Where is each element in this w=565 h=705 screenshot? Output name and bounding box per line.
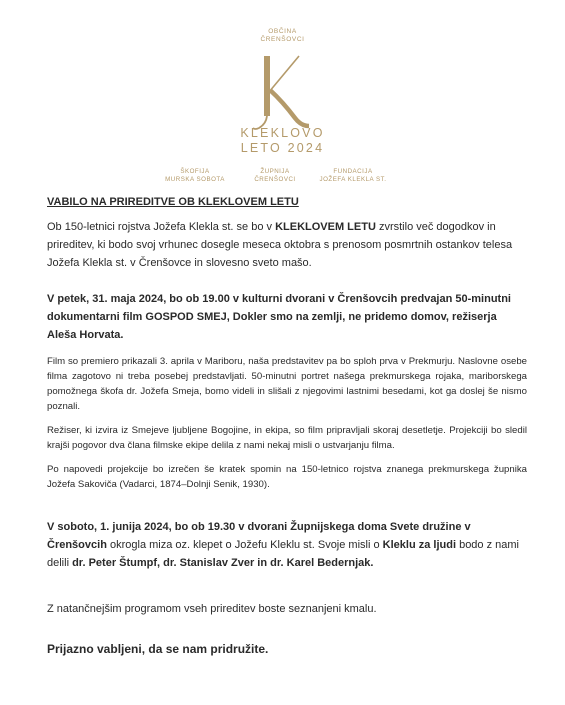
partner-foundation xyxy=(313,168,393,184)
closing-line: Prijazno vabljeni, da se nam pridružite. xyxy=(47,642,269,656)
municipality-line1: OBČINA xyxy=(268,28,297,35)
partner-line1: FUNDACIJA xyxy=(333,168,373,175)
intro-emphasis: KLEKLOVEM LETU xyxy=(275,221,376,233)
event-name-line2: LETO 2024 xyxy=(240,141,325,155)
event2-text: okrogla miza oz. klepet o Jožefu Kleklu st. Svoje misli o xyxy=(106,539,383,551)
event2-announcement xyxy=(47,518,527,572)
partner-line2: ČRENŠOVCI xyxy=(254,176,296,183)
event1-announcement: V petek, 31. maja 2024, bo ob 19.00 v kulturni dvorani v Črenšovcih predvajan 50-minutni dokumentarni film GOSPOD SMEJ, Dokler smo na zemlji, ne pridemo domov, režiserja Aleša Horvata. xyxy=(47,293,511,341)
municipality-line2: ČRENŠOVCI xyxy=(260,36,305,43)
program-note: Z natančnejšim programom vseh prireditev boste seznanjeni kmalu. xyxy=(47,603,377,615)
event1-description: Film so premiero prikazali 3. aprila v Mariboru, naša predstavitev pa bo sploh prva v Prekmurju. Naslovne osebe filma zagotovo ni treba posebej predstavljati. 50-minutni portret našega prekmurskega rojaka, mariborskega pomožnega škofa dr. Jožefa Smeja, bomo videli in slišali z njegovimi lastnimi besedami, kot ga doslej še nismo poznali. xyxy=(47,356,527,412)
municipality-name xyxy=(0,28,565,44)
partner-line2: JOŽEFA KLEKLA ST. xyxy=(319,176,387,183)
k-monogram-icon xyxy=(253,52,313,132)
partner-parish xyxy=(245,168,305,184)
event1-director-note: Režiser, ki izvira iz Smejeve ljubljene Bogojine, in ekipa, so film pripravljali skoraj desetletje. Projekciji bo sledil krajši pogovor dva člana filmske ekipe delila z nami nekaj misli o ustvarjanju filma. xyxy=(47,425,527,451)
invitation-body xyxy=(47,196,527,658)
intro-text: Ob 150-letnici rojstva Jožefa Klekla st. se bo v xyxy=(47,221,276,233)
letterhead-logo xyxy=(0,0,565,195)
intro-paragraph xyxy=(47,218,527,272)
event-name-line1: KLEKLOVO xyxy=(240,126,325,140)
event2-speakers: dr. Peter Štumpf, dr. Stanislav Zver in dr. Karel Bedernjak. xyxy=(72,557,374,569)
document-title: VABILO NA PRIREDITVE OB KLEKLOVEM LETU xyxy=(47,196,299,208)
event2-text-2: bodo z nami delili xyxy=(47,539,519,569)
intro-text-rest: zvrstilo več dogodkov in prireditev, ki bodo svoj vrhunec dosegle meseca oktobra s prenosom posmrtnih ostankov telesa Jožefa Klekla st. v Črenšovce in slovesno sveto mašo. xyxy=(47,221,513,269)
event2-topic: Kleklu za ljudi xyxy=(382,539,457,551)
partner-diocese xyxy=(160,168,230,184)
event1-remembrance-note: Po napovedi projekcije bo izrečen še kratek spomin na 150-letnico rojstva znanega prekmurskega župnika Jožefa Sakoviča (Vadarci, 1874–Dolnji Senik, 1930). xyxy=(47,464,527,490)
partner-line1: ŽUPNIJA xyxy=(260,168,290,175)
partner-line1: ŠKOFIJA xyxy=(180,168,210,175)
event2-time-place: V soboto, 1. junija 2024, bo ob 19.30 v dvorani Župnijskega doma Svete družine v Črenšovcih xyxy=(47,521,471,551)
partner-line2: MURSKA SOBOTA xyxy=(165,176,225,183)
